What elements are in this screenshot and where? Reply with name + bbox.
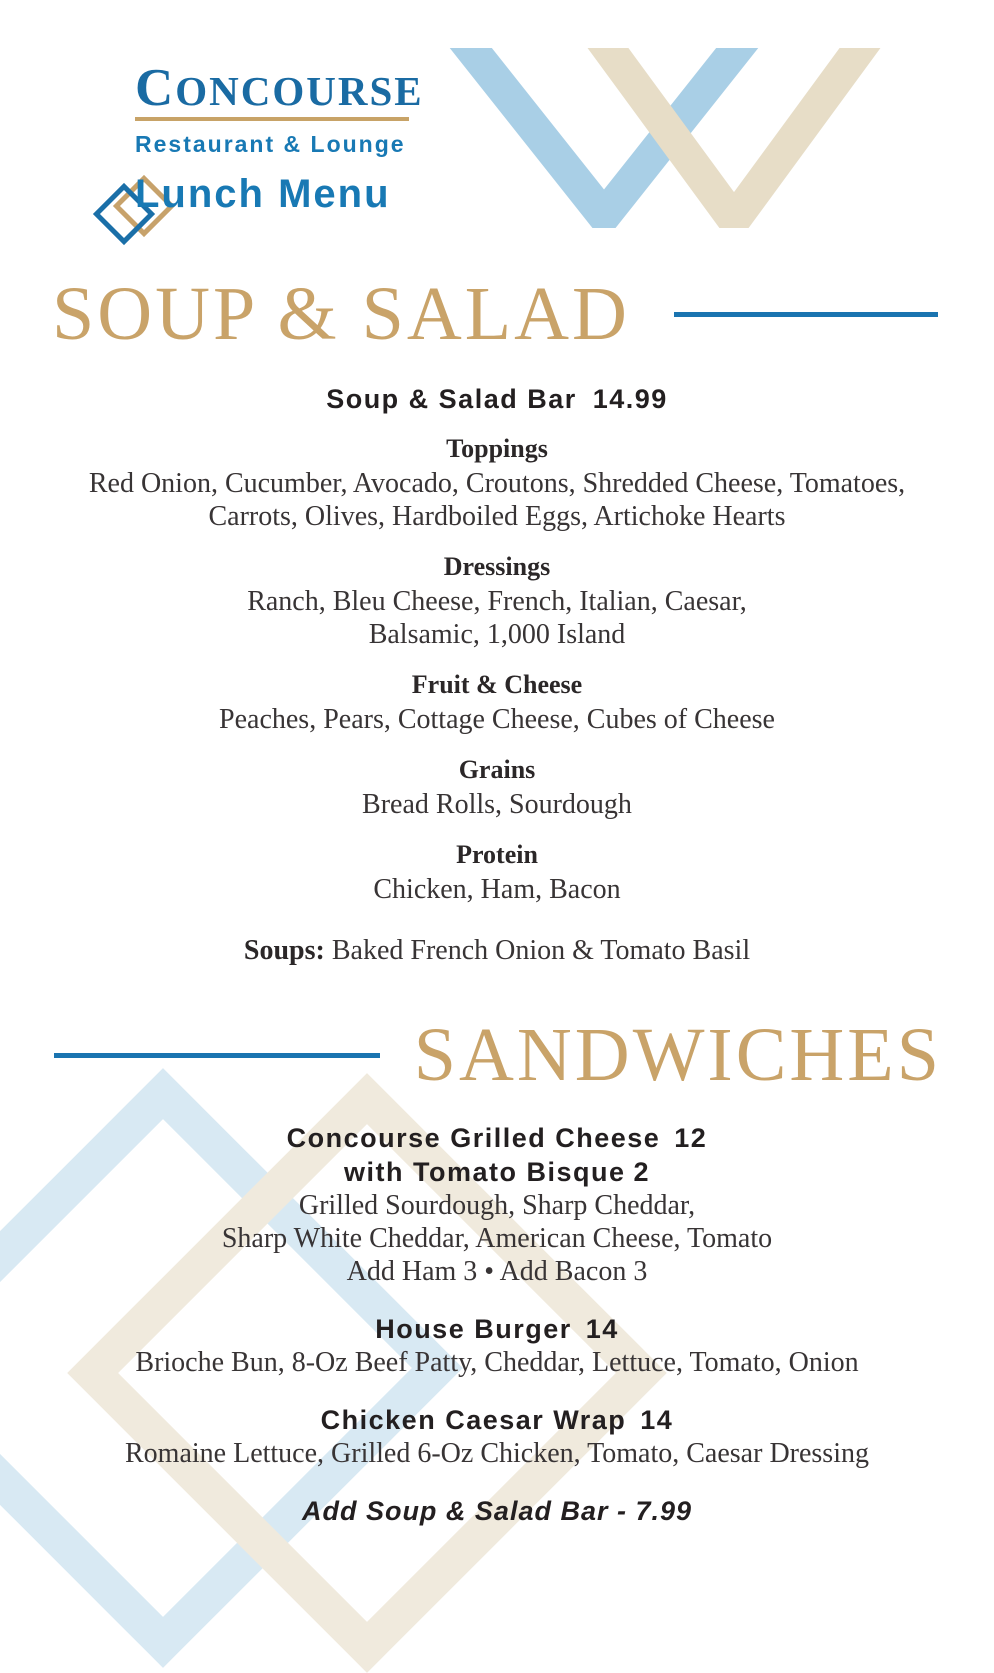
group-title: Grains: [458, 755, 536, 784]
section-title-sandwiches: SANDWICHES: [413, 1013, 942, 1097]
item-desc-line: Brioche Bun, 8-Oz Beef Patty, Cheddar, Lettuce, Tomato, Onion: [135, 1347, 859, 1378]
featured-item-name: Soup & Salad Bar: [326, 384, 577, 414]
item-desc-line: Grilled Sourdough, Sharp Cheddar,: [298, 1190, 696, 1221]
section-header-sandwiches: [52, 1013, 942, 1097]
group-line: Chicken, Ham, Bacon: [373, 874, 621, 905]
item-name: [0, 1312, 994, 1346]
menu-item-grilled-cheese: [0, 1121, 994, 1288]
section-title-soup-salad: SOUP & SALAD: [52, 272, 630, 356]
menu-header: [0, 0, 994, 248]
featured-item-price: 14.99: [592, 384, 668, 414]
item-price: 14: [640, 1405, 674, 1435]
item-name-text: Concourse Grilled Cheese: [286, 1123, 661, 1153]
menu-group-dressings: [0, 552, 994, 651]
item-name: [0, 1121, 994, 1155]
soups-note: [0, 935, 994, 967]
item-name-text: Chicken Caesar Wrap: [320, 1405, 627, 1435]
soups-note-label: Soups:: [243, 935, 325, 966]
menu-item-chicken-caesar-wrap: [0, 1403, 994, 1470]
item-desc-line: Add Ham 3 • Add Bacon 3: [346, 1256, 648, 1287]
group-line: Red Onion, Cucumber, Avocado, Croutons, Shredded Cheese, Tomatoes,: [88, 468, 906, 499]
section-rule-right: [674, 312, 938, 317]
brand-tagline: Restaurant & Lounge: [135, 131, 406, 157]
group-line: Peaches, Pears, Cottage Cheese, Cubes of Cheese: [219, 704, 775, 735]
group-title: Toppings: [446, 434, 548, 463]
group-line: Balsamic, 1,000 Island: [368, 619, 626, 650]
section-rule-left: [54, 1053, 380, 1058]
page-title: Lunch Menu: [135, 172, 391, 216]
soups-note-text: Baked French Onion & Tomato Basil: [331, 935, 751, 966]
group-title: Dressings: [443, 552, 551, 581]
group-line: Carrots, Olives, Hardboiled Eggs, Artichoke Hearts: [208, 501, 786, 532]
item-name-text: House Burger: [375, 1314, 572, 1344]
brand-block: [135, 59, 555, 217]
item-subprice: 2: [633, 1157, 651, 1187]
group-line: Ranch, Bleu Cheese, French, Italian, Caesar,: [247, 586, 747, 617]
featured-item-soup-salad-bar: [0, 384, 994, 415]
brand-name: CONCOURSE: [135, 59, 424, 117]
menu-group-protein: [0, 840, 994, 906]
menu-group-grains: [0, 755, 994, 821]
group-title: Fruit & Cheese: [411, 670, 583, 699]
menu-item-house-burger: [0, 1312, 994, 1379]
item-subname-text: with Tomato Bisque: [343, 1157, 626, 1187]
item-desc-line: Sharp White Cheddar, American Cheese, Tomato: [221, 1223, 773, 1254]
menu-group-toppings: [0, 434, 994, 533]
group-line: Bread Rolls, Sourdough: [362, 789, 632, 820]
item-price: 14: [585, 1314, 619, 1344]
brand-gold-rule: [135, 117, 409, 121]
item-name: [0, 1403, 994, 1437]
item-price: 12: [674, 1123, 708, 1153]
item-subname: [0, 1155, 994, 1189]
add-soup-salad-note: Add Soup & Salad Bar - 7.99: [301, 1496, 693, 1526]
menu-group-fruit-cheese: [0, 670, 994, 736]
group-title: Protein: [456, 840, 538, 869]
section-header-soup-salad: [52, 272, 942, 356]
item-desc-line: Romaine Lettuce, Grilled 6-Oz Chicken, Tomato, Caesar Dressing: [125, 1438, 869, 1469]
